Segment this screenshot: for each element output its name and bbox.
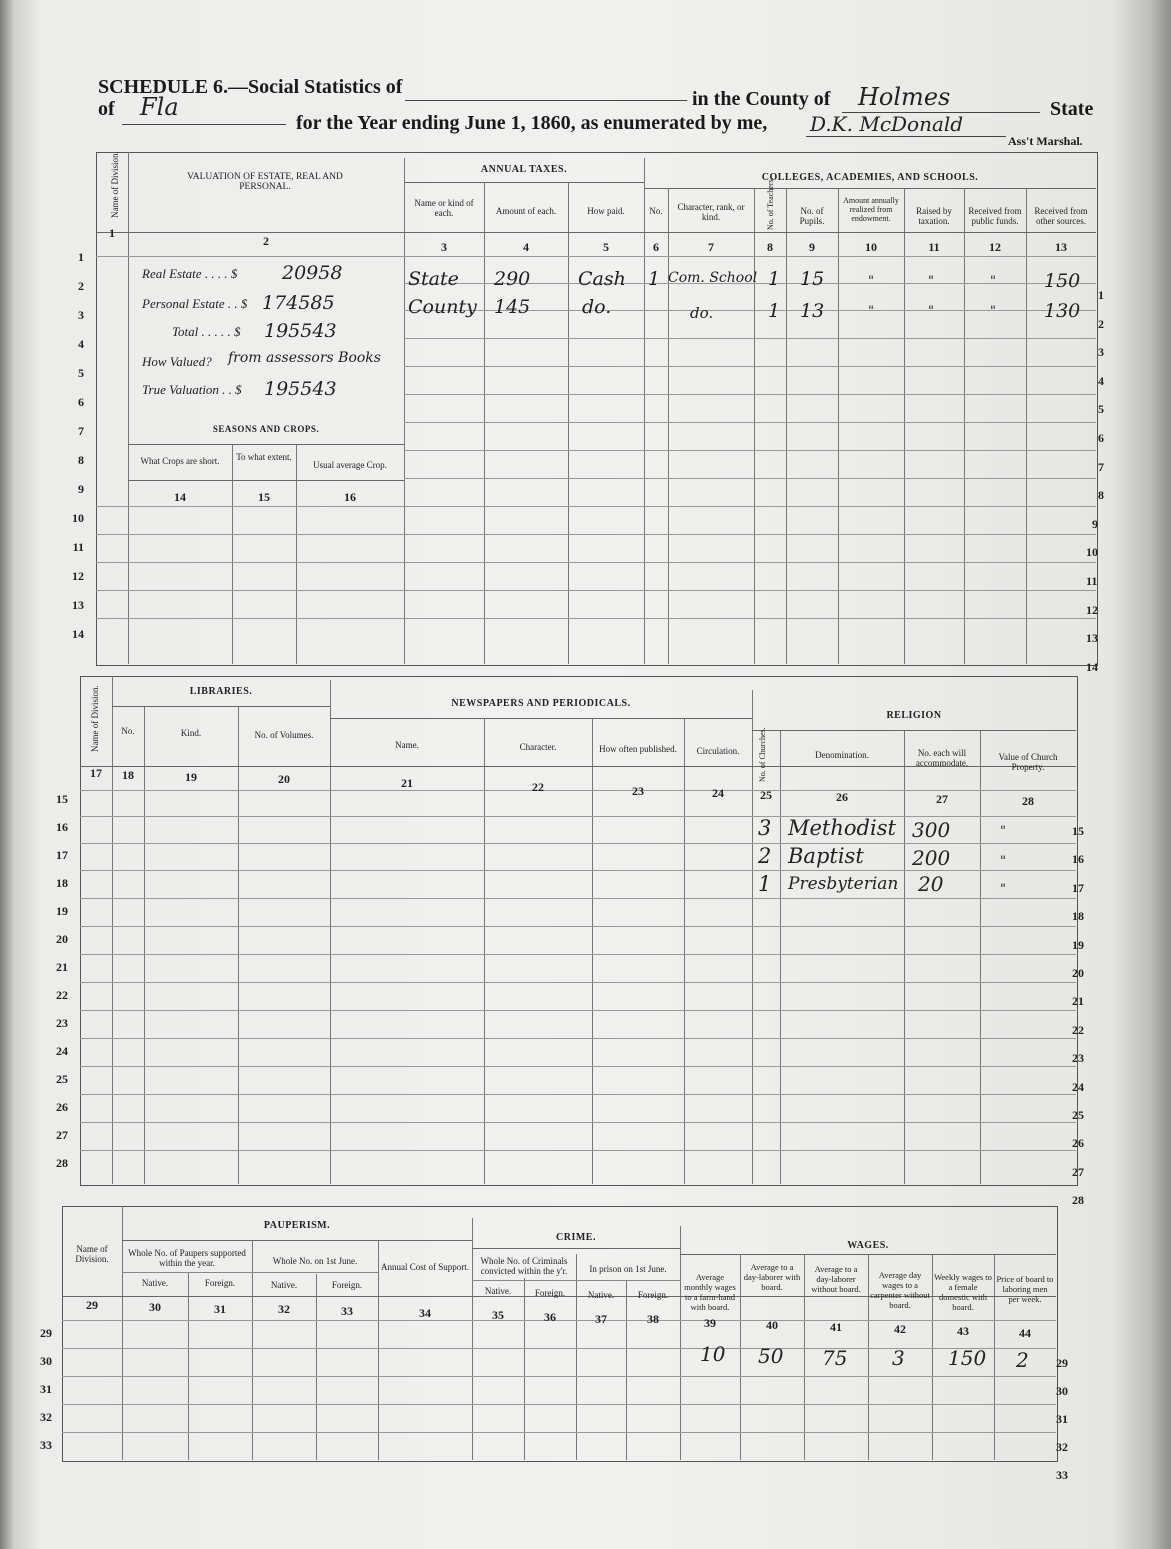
line-numbers-left-bot: 29 30 31 32 33	[40, 1326, 52, 1452]
col-num-16: 16	[344, 490, 356, 504]
col-num-15: 15	[258, 490, 270, 504]
school-row-1-teachers: 1	[768, 268, 781, 290]
crime-header: CRIME.	[556, 1232, 596, 1243]
county-label: in the County of	[692, 88, 831, 110]
col-num-5: 5	[603, 240, 609, 254]
col-num-38: 38	[647, 1312, 659, 1326]
wage-daylabor-noboard-value: 75	[822, 1346, 848, 1370]
annual-taxes-header: ANNUAL TAXES.	[480, 164, 568, 175]
news-name-col: Name.	[395, 740, 419, 750]
tax-amount-col: Amount of each.	[495, 206, 557, 216]
school-row-1-no: 1	[648, 268, 661, 290]
paup-native-1: Native.	[141, 1278, 169, 1288]
crime-convicted-col: Whole No. of Criminals convicted within the y'r.	[480, 1256, 568, 1276]
col-num-9: 9	[809, 240, 815, 254]
paup-whole-year-col: Whole No. of Paupers supported within the year.	[128, 1248, 246, 1268]
rel-denomination-col: Denomination.	[815, 750, 869, 760]
line-numbers-left-top: 1 2 3 4 5 6 7 8 9 10 11 12 13 14	[72, 250, 84, 641]
wages-board-price-col: Price of board to laboring men per week.	[996, 1274, 1054, 1304]
state-line	[122, 124, 286, 125]
school-row-1-kind: Com. School	[668, 270, 758, 286]
col-num-12: 12	[989, 240, 1001, 254]
real-estate-value: 20958	[282, 262, 343, 284]
rel-row-1-churches: 3	[758, 816, 772, 840]
tax-row-1-amount: 290	[494, 268, 531, 290]
col-num-39: 39	[704, 1316, 716, 1330]
school-row-1-pupils: 15	[800, 268, 825, 290]
libraries-header: LIBRARIES.	[189, 686, 253, 697]
state-label: State	[1050, 98, 1094, 120]
news-character-col: Character.	[519, 742, 557, 752]
col-num-44: 44	[1019, 1326, 1031, 1340]
col-num-6: 6	[653, 240, 659, 254]
paup-foreign-2: Foreign.	[331, 1280, 363, 1290]
line-numbers-right-top: 1 2 3 4 5 6 7 8 9 10 11 12 13 14	[1086, 288, 1104, 674]
col-num-8: 8	[767, 240, 773, 254]
county-value: Holmes	[858, 83, 951, 111]
tax-name-col: Name or kind of each.	[414, 198, 474, 218]
line-numbers-right-mid: 15 16 17 18 19 20 21 22 23 24 25 26 27 28	[1072, 824, 1084, 1208]
year-text: for the Year ending June 1, 1860, as enumerated by me,	[296, 112, 768, 134]
real-estate-label: Real Estate . . . . $	[142, 266, 238, 281]
wages-header: WAGES.	[847, 1240, 889, 1251]
rel-accommodate-col: No. each will accommodate.	[915, 748, 969, 768]
crime-native-2: Native.	[587, 1290, 615, 1300]
paup-native-2: Native.	[270, 1280, 298, 1290]
school-row-2-other: 130	[1044, 300, 1081, 322]
paup-foreign-1: Foreign.	[204, 1278, 236, 1288]
school-row-2-teachers: 1	[768, 300, 781, 322]
paup-name-div-header: Name of Division.	[75, 1244, 109, 1264]
wage-domestic-value: 150	[948, 1346, 987, 1370]
col-num-32: 32	[278, 1302, 290, 1316]
crime-foreign-1: Foreign.	[534, 1288, 566, 1298]
col-num-19: 19	[185, 770, 197, 784]
religion-header: RELIGION	[886, 710, 942, 721]
rel-churches-col: No. of Churches.	[758, 727, 767, 782]
col-num-3: 3	[441, 240, 447, 254]
wage-carpenter-value: 3	[892, 1346, 905, 1370]
rel-row-3-churches: 1	[758, 872, 772, 896]
school-public-col: Received from public funds.	[968, 206, 1022, 226]
school-row-2-pupils: 13	[800, 300, 825, 322]
top-table	[96, 152, 1098, 666]
school-row-2-tax: "	[928, 304, 934, 319]
col-num-26: 26	[836, 790, 848, 804]
school-teachers-col: No. of Teachers.	[766, 177, 775, 230]
wages-domestic-col: Weekly wages to a female domestic with board.	[934, 1272, 992, 1312]
rel-row-2-accommodate: 200	[912, 846, 951, 870]
col-num-20: 20	[278, 772, 290, 786]
col-num-1: 1	[109, 226, 115, 240]
tax-row-2-amount: 145	[494, 296, 531, 318]
school-taxation-col: Raised by taxation.	[916, 206, 952, 226]
rel-row-1-denomination: Methodist	[788, 816, 896, 840]
col-num-33: 33	[341, 1304, 353, 1318]
col-num-28: 28	[1022, 794, 1034, 808]
col-num-21: 21	[401, 776, 413, 790]
personal-estate-label: Personal Estate . . $	[142, 296, 248, 311]
how-valued-value: from assessors Books	[228, 350, 381, 366]
school-pupils-col: No. of Pupils.	[799, 206, 825, 226]
of-label: of	[98, 98, 115, 120]
total-value: 195543	[264, 320, 337, 342]
tax-row-1-how: Cash	[578, 268, 626, 290]
tax-row-1-name: State	[408, 268, 459, 290]
news-frequency-col: How often published.	[599, 744, 677, 754]
schedule-label: SCHEDULE 6.—Social Statistics of	[98, 76, 403, 98]
col-num-11: 11	[928, 240, 940, 254]
line-numbers-right-bot: 29 30 31 32 33	[1056, 1356, 1068, 1482]
col-num-14: 14	[174, 490, 186, 504]
division-blank	[405, 100, 687, 101]
seasons-crops-header: SEASONS AND CROPS.	[212, 424, 320, 434]
col-num-13: 13	[1055, 240, 1067, 254]
rel-row-3-denomination: Presbyterian	[788, 874, 899, 894]
school-endowment-col: Amount annually realized from endowment.	[843, 196, 899, 223]
paup-first-june-col: Whole No. on 1st June.	[272, 1256, 358, 1266]
crime-prison-col: In prison on 1st June.	[589, 1264, 667, 1274]
school-row-1-other: 150	[1044, 270, 1081, 292]
school-row-1-tax: "	[928, 274, 934, 289]
lib-kind-col: Kind.	[180, 728, 202, 738]
total-label: Total . . . . . $	[172, 324, 241, 339]
rel-row-1-value: "	[1000, 824, 1006, 839]
crime-native-1: Native.	[484, 1286, 512, 1296]
wages-farmhand-col: Average monthly wages to a farm-hand with board.	[684, 1272, 736, 1312]
rel-row-3-value: "	[1000, 882, 1006, 897]
tax-row-2-how: do.	[582, 296, 612, 318]
newspapers-header: NEWSPAPERS AND PERIODICALS.	[451, 698, 631, 709]
wage-board-price-value: 2	[1016, 1348, 1029, 1372]
valuation-header: VALUATION OF ESTATE, REAL AND PERSONAL.	[187, 172, 343, 192]
marshal-line	[806, 136, 1006, 137]
col-num-31: 31	[214, 1302, 226, 1316]
lib-volumes-col: No. of Volumes.	[254, 730, 314, 740]
school-other-col: Received from other sources.	[1034, 206, 1088, 226]
col-num-37: 37	[595, 1312, 607, 1326]
crops-extent-col: To what extent.	[236, 452, 292, 462]
col-num-22: 22	[532, 780, 544, 794]
lib-no-col: No.	[121, 726, 135, 736]
col-num-35: 35	[492, 1308, 504, 1322]
col-num-24: 24	[712, 786, 724, 800]
school-row-2-endow: "	[868, 304, 874, 319]
col-num-4: 4	[523, 240, 529, 254]
col-num-7: 7	[708, 240, 714, 254]
line-numbers-left-mid: 15 16 17 18 19 20 21 22 23 24 25 26 27 28	[56, 792, 68, 1170]
wage-farmhand-value: 10	[700, 1342, 726, 1366]
rel-row-1-accommodate: 300	[912, 818, 951, 842]
libraries-name-div-header: Name of Division.	[90, 685, 100, 752]
col-num-2: 2	[263, 234, 269, 248]
crime-foreign-2: Foreign.	[637, 1290, 669, 1300]
school-row-1-endow: "	[868, 274, 874, 289]
school-no-col: No.	[649, 206, 663, 216]
how-valued-label: How Valued?	[142, 354, 212, 369]
rel-row-3-accommodate: 20	[918, 872, 944, 896]
col-num-42: 42	[894, 1322, 906, 1336]
col-num-30: 30	[149, 1300, 161, 1314]
true-valuation-label: True Valuation . . $	[142, 382, 242, 397]
school-character-col: Character, rank, or kind.	[677, 202, 745, 222]
wages-daylabor-noboard-col: Average to a day-laborer without board.	[811, 1264, 861, 1294]
name-of-division-header: Name of Division.	[110, 151, 120, 218]
col-num-23: 23	[632, 784, 644, 798]
tax-how-col: How paid.	[587, 206, 625, 216]
school-row-2-kind: do.	[690, 304, 714, 322]
asst-marshal-label: Ass't Marshal.	[1008, 134, 1083, 148]
wage-daylabor-board-value: 50	[758, 1344, 784, 1368]
news-circulation-col: Circulation.	[696, 746, 740, 756]
col-num-36: 36	[544, 1310, 556, 1324]
rel-row-2-churches: 2	[758, 844, 772, 868]
rel-row-2-value: "	[1000, 854, 1006, 869]
col-num-41: 41	[830, 1320, 842, 1334]
state-value: Fla	[140, 93, 179, 121]
crops-short-col: What Crops are short.	[140, 456, 220, 466]
crops-average-col: Usual average Crop.	[313, 460, 387, 470]
wages-daylabor-board-col: Average to a day-laborer with board.	[743, 1262, 801, 1292]
marshal-value: D.K. McDonald	[810, 112, 964, 136]
col-num-17: 17	[90, 766, 102, 780]
col-num-10: 10	[865, 240, 877, 254]
wages-carpenter-col: Average day wages to a carpenter without board.	[870, 1270, 930, 1310]
colleges-header: COLLEGES, ACADEMIES, AND SCHOOLS.	[761, 172, 979, 183]
col-num-18: 18	[122, 768, 134, 782]
col-num-40: 40	[766, 1318, 778, 1332]
tax-row-2-name: County	[408, 296, 477, 318]
col-num-34: 34	[419, 1306, 431, 1320]
personal-estate-value: 174585	[262, 292, 335, 314]
col-num-25: 25	[760, 788, 772, 802]
col-num-29: 29	[86, 1298, 98, 1312]
col-num-27: 27	[936, 792, 948, 806]
rel-row-2-denomination: Baptist	[788, 844, 864, 868]
rel-value-col: Value of Church Property.	[998, 752, 1058, 772]
school-row-1-public: "	[990, 274, 996, 289]
school-row-2-public: "	[990, 304, 996, 319]
paup-annual-cost-col: Annual Cost of Support.	[380, 1262, 469, 1272]
true-valuation-value: 195543	[264, 378, 337, 400]
col-num-43: 43	[957, 1324, 969, 1338]
pauperism-header: PAUPERISM.	[263, 1220, 331, 1231]
